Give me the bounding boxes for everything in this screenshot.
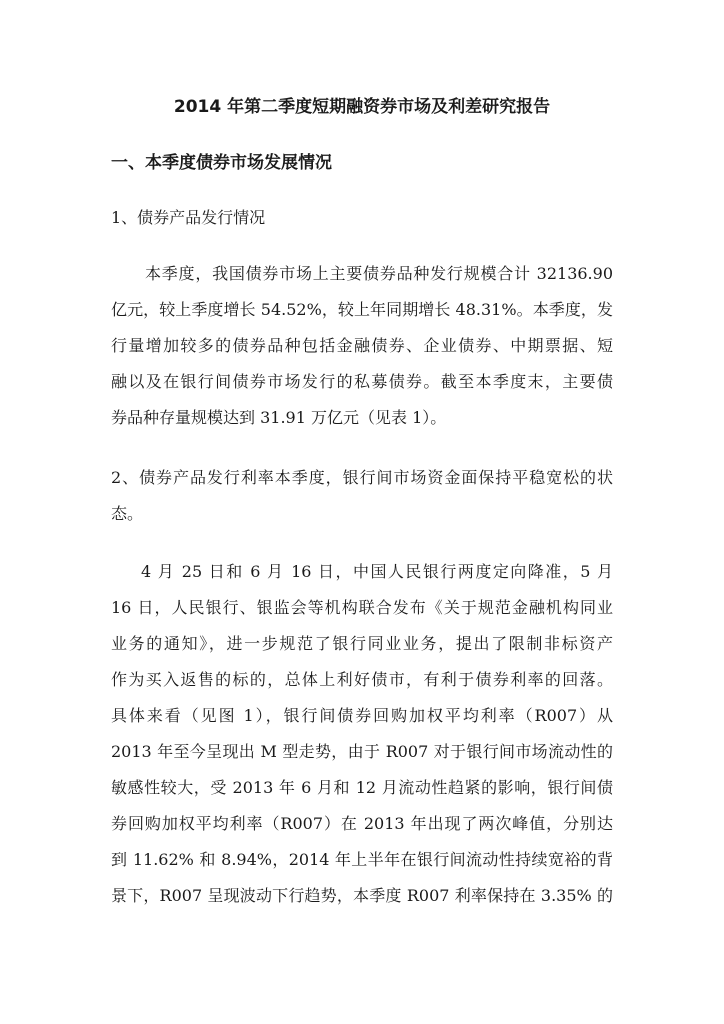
paragraph-line: 行量增加较多的债券品种包括金融债券、企业债券、中期票据、短 — [111, 336, 613, 355]
paragraph-line: 到 11.62% 和 8.94%，2014 年上半年在银行间流动性持续宽裕的背 — [111, 850, 613, 869]
paragraph-line: 亿元，较上季度增长 54.52%，较上年同期增长 48.31%。本季度，发 — [111, 300, 613, 319]
paragraph-line: 具体来看（见图 1），银行间债券回购加权平均利率（R007）从 — [111, 706, 613, 725]
paragraph-line: 本季度，我国债券市场上主要债券品种发行规模合计 32136.90 — [145, 264, 613, 283]
paragraph-line: 融以及在银行间债券市场发行的私募债券。截至本季度末，主要债 — [111, 372, 613, 391]
paragraph-line: 敏感性较大，受 2013 年 6 月和 12 月流动性趋紧的影响，银行间债 — [111, 778, 613, 797]
paragraph-line: 券品种存量规模达到 31.91 万亿元（见表 1）。 — [111, 408, 447, 427]
paragraph-line: 券回购加权平均利率（R007）在 2013 年出现了两次峰值，分别达 — [111, 814, 613, 833]
paragraph-line: 2013 年至今呈现出 M 型走势，由于 R007 对于银行间市场流动性的 — [111, 742, 613, 761]
paragraph-line: 业务的通知》，进一步规范了银行同业业务，提出了限制非标资产 — [111, 634, 613, 653]
paragraph-line: 作为买入返售的标的，总体上利好债市，有利于债券利率的回落。 — [111, 670, 613, 689]
subsection-heading-1: 1、债券产品发行情况 — [111, 208, 266, 227]
paragraph-line: 景下，R007 呈现波动下行趋势，本季度 R007 利率保持在 3.35% 的 — [111, 886, 613, 905]
paragraph-line: 16 日，人民银行、银监会等机构联合发布《关于规范金融机构同业 — [111, 598, 613, 617]
paragraph-line: 2、债券产品发行利率本季度，银行间市场资金面保持平稳宽松的状 — [111, 468, 613, 487]
paragraph-line: 4 月 25 日和 6 月 16 日，中国人民银行两度定向降准，5 月 — [141, 562, 613, 581]
paragraph-line: 态。 — [111, 504, 144, 523]
document-title: 2014 年第二季度短期融资券市场及利差研究报告 — [173, 97, 551, 117]
section-heading: 一、本季度债券市场发展情况 — [111, 153, 332, 173]
